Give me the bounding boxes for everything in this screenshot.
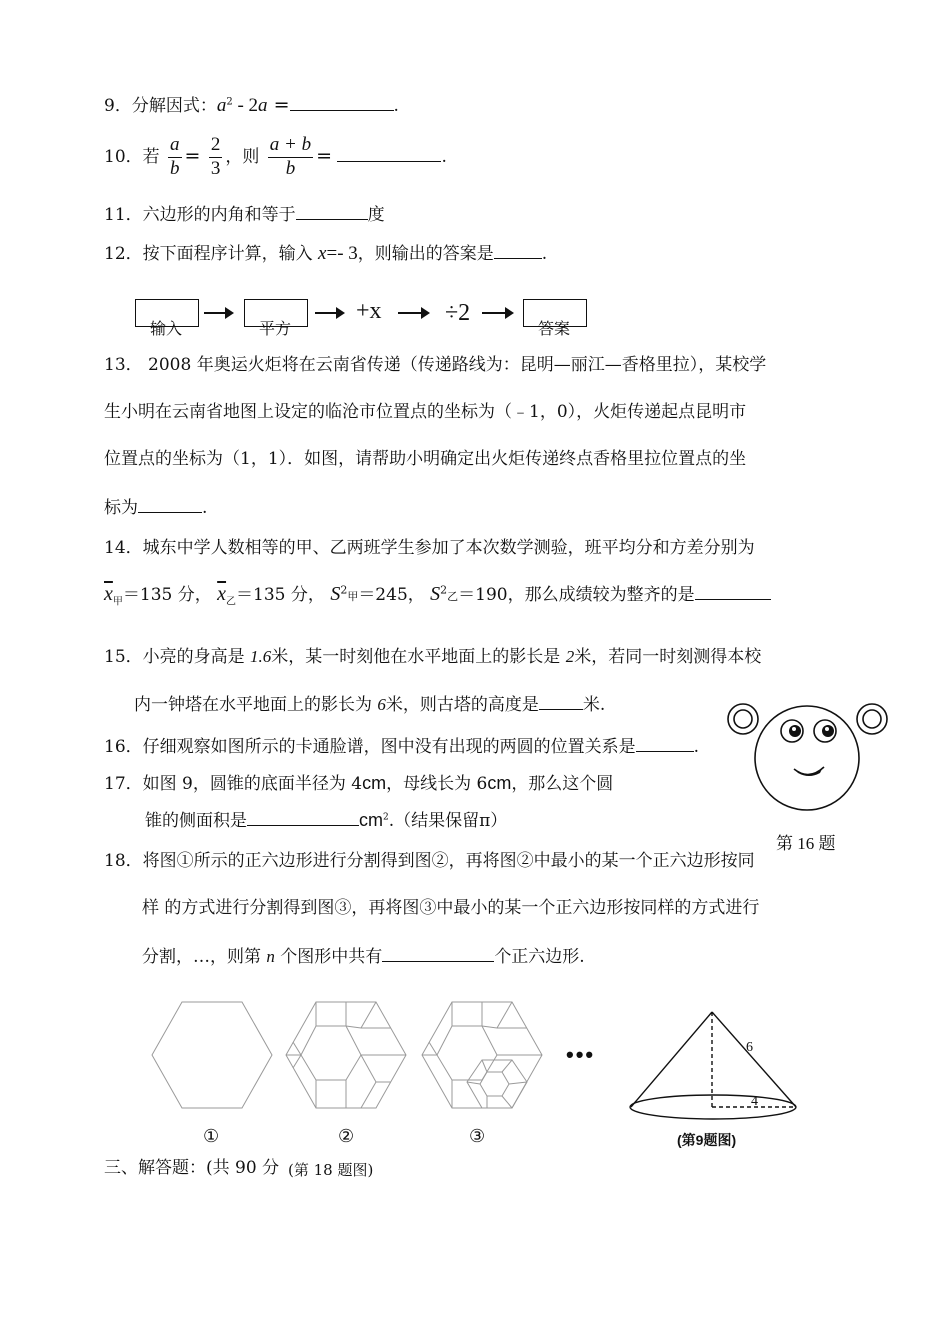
cone-figure [628, 1010, 803, 1125]
input-box: 输入 [135, 299, 199, 327]
question-17-line-1: 17．如图 9，圆锥的底面半径为 4cm，母线长为 6cm，那么这个圆 [104, 773, 614, 794]
answer-blank[interactable] [494, 244, 542, 259]
question-14-line-1: 14．城东中学人数相等的甲、乙两班学生参加了本次数学测验，班平均分和方差分别为 [104, 538, 755, 558]
question-18-line-3: 分割，…，则第 n 个图形中共有 个正六边形. [142, 947, 585, 967]
question-9: 9．分解因式：$a^2 - 2a$ = . [104, 94, 399, 116]
fraction-a-plus-b-over-b: $\frac{a + b}{b}$ [269, 134, 312, 179]
question-13-line-3: 位置点的坐标为（1，1）．如图，请帮助小明确定出火炬传递终点香格里拉位置点的坐 [104, 449, 747, 469]
hexagon-label-2: ② [338, 1126, 355, 1147]
answer-blank[interactable] [636, 737, 694, 752]
section-3-heading: 三、解答题：(共 90 分 [104, 1158, 280, 1178]
arrow-icon [315, 312, 343, 314]
cone-slant-label: 6 [746, 1040, 753, 1055]
hexagon-3 [422, 1002, 542, 1108]
arrow-icon [398, 312, 428, 314]
plus-x-op: +x [356, 298, 382, 324]
answer-blank[interactable] [539, 695, 583, 710]
answer-blank[interactable] [382, 947, 494, 962]
question-16: 16．仔细观察如图所示的卡通脸谱，图中没有出现的两圆的位置关系是 . [104, 737, 700, 757]
arrow-icon [482, 312, 512, 314]
square-box: 平方 [244, 299, 308, 327]
question-13-line-1: 13． 2008 年奥运火炬将在云南省传递（传递路线为：昆明—丽江—香格里拉），某校学 [104, 355, 767, 375]
answer-blank[interactable] [138, 498, 202, 513]
answer-blank[interactable] [296, 205, 368, 220]
answer-blank[interactable] [695, 585, 771, 600]
question-18-line-2: 样 的方式进行分割得到图③，再将图③中最小的某一个正六边形按同样的方式进行 [142, 898, 760, 918]
fraction-2-over-3: $\frac{2}{3}$ [210, 134, 221, 179]
question-13-line-4: 标为 . [104, 498, 208, 518]
fraction-a-over-b: $\frac{a}{b}$ [170, 134, 180, 179]
ellipsis-dots: ••• [566, 1042, 596, 1067]
question-11: 11．六边形的内角和等于 度 [104, 205, 385, 225]
hexagon-label-3: ③ [469, 1126, 486, 1147]
cone-radius-label: 4 [751, 1094, 758, 1109]
question-17-line-2: 锥的侧面积是 $cm^2$.（结果保留π） [145, 810, 508, 831]
answer-blank[interactable] [247, 811, 359, 826]
question-15-line-1: 15．小亮的身高是 1.6米，某一时刻他在水平地面上的影长是 2米，若同一时刻测得本校 [104, 647, 762, 667]
question-14-line-2: $\overline{x}_甲=135$ 分， $\overline{x}_乙=135$ 分， $S^2$甲＝245， $S^2$乙＝190，那么成绩较为整齐的是 [104, 584, 771, 614]
hexagon-figures [150, 1000, 570, 1112]
question-15-line-2: 内一钟塔在水平地面上的影长为 6米，则古塔的高度是 米. [134, 695, 606, 715]
cartoon-face-figure [722, 693, 892, 833]
answer-blank[interactable] [290, 96, 394, 111]
answer-blank[interactable] [337, 147, 441, 162]
figure-18-caption: (第 18 题图) [288, 1161, 374, 1179]
divide-2-op: ÷2 [445, 300, 471, 326]
answer-box: 答案 [523, 299, 587, 327]
figure-9-caption: (第9题图) [677, 1132, 737, 1148]
arrow-icon [204, 312, 232, 314]
hexagon-1 [152, 1002, 272, 1108]
question-13-line-2: 生小明在云南省地图上设定的临沧市位置点的坐标为（﹣1，0），火炬传递起点昆明市 [104, 402, 747, 422]
hexagon-2 [286, 1002, 406, 1108]
question-18-line-1: 18．将图①所示的正六边形进行分割得到图②，再将图②中最小的某一个正六边形按同 [104, 851, 755, 871]
question-12: 12．按下面程序计算，输入 x=- 3，则输出的答案是 . [104, 243, 548, 264]
question-10: 10．若 $\frac{a}{b}$ = $\frac{2}{3}$ ，则 $\frac{a + b}{b}$ = . [104, 134, 447, 179]
figure-16-caption: 第 16 题 [776, 834, 836, 853]
hexagon-label-1: ① [203, 1126, 220, 1147]
